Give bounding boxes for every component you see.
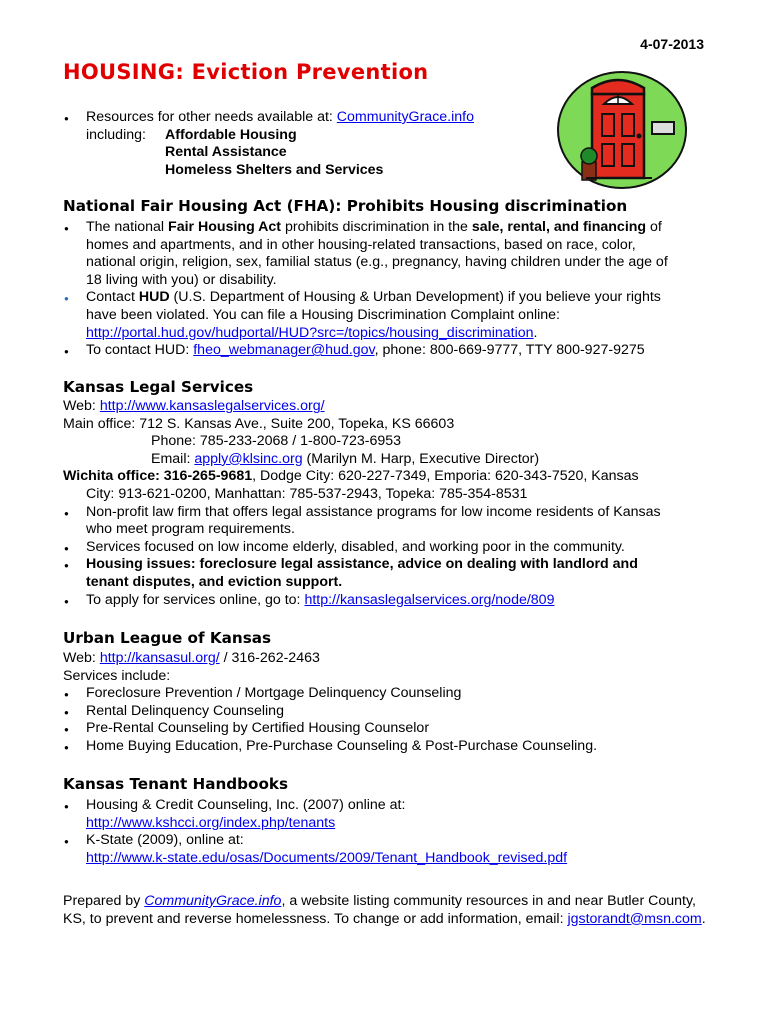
list-item: ● Services focused on low income elderly, disabled, and working poor in the community. <box>63 539 709 557</box>
kstate-handbook-link[interactable]: http://www.k-state.edu/osas/Documents/2009/Tenant_Handbook_revised.pdf <box>86 849 568 866</box>
list-item: ● Housing & Credit Counseling, Inc. (2007) online at: http://www.kshcci.org/index.php/tenants <box>63 797 709 832</box>
list-item: ● Rental Delinquency Counseling <box>63 703 709 721</box>
footer-communitygrace-link[interactable]: CommunityGrace.info <box>144 893 282 909</box>
ulk-web-link[interactable]: http://kansasul.org/ <box>99 650 220 666</box>
kls-apply-link[interactable]: http://kansaslegalservices.org/node/809 <box>304 591 555 608</box>
footer-email-link[interactable]: jgstorandt@msn.com <box>567 910 702 927</box>
list-item: ● Resources for other needs available at: CommunityGrace.info including: <box>63 109 709 144</box>
list-item: ● Pre-Rental Counseling by Certified Housing Counselor <box>63 720 709 738</box>
list-item: ● The national Fair Housing Act prohibits discrimination in the sale, rental, and financing of homes and apartments, and in other housing-related transactions, based on race, color, national origin, religion, sex, familial status (e.g., pregnancy, having children under the age of 18 living with you) or disability. <box>63 219 709 289</box>
kth-section <box>63 797 709 867</box>
kth-heading: Kansas Tenant Handbooks <box>63 775 289 793</box>
ulk-heading: Urban League of Kansas <box>63 629 272 647</box>
kls-section: Web: http://www.kansaslegalservices.org/ Main office: 712 S. Kansas Ave., Suite 200, Topeka, KS 66603 Phone: 785-233-2068 / 1-800-723-6953 Email: apply@klsinc.org (Marilyn M. Harp, Executive Director) Wichita office: 316-265-9681, Dodge City: 620-227-7349, Emporia: 620-343-7520, Kansas City: 913-621-0200, Manhattan: 785-537-2943, Topeka: 785-354-8531 ● Non-profit law firm that offers legal assistance programs for low income residents of Kansas who meet program requirements. ● Services focused on low income elderly, disabled, and working poor in the community. ● Housing issues: foreclosure legal assistance, advice on dealing with landlord and tenant disputes, and eviction support. ● To apply for services online, go to: http://kansaslegalservices.org/node/809 <box>63 398 709 609</box>
fha-heading: National Fair Housing Act (FHA): Prohibits Housing discrimination <box>63 197 628 215</box>
list-item: ● Home Buying Education, Pre-Purchase Counseling & Post-Purchase Counseling. <box>63 738 709 756</box>
fha-section <box>63 219 709 360</box>
kshcci-link[interactable]: http://www.kshcci.org/index.php/tenants <box>86 814 336 831</box>
communitygrace-link[interactable]: CommunityGrace.info <box>336 109 474 125</box>
list-item: ● K-State (2009), online at: http://www.k-state.edu/osas/Documents/2009/Tenant_Handbook_revised.pdf <box>63 832 709 867</box>
kls-heading: Kansas Legal Services <box>63 378 254 396</box>
list-item: ● To contact HUD: fheo_webmanager@hud.gov, phone: 800-669-9777, TTY 800-927-9275 <box>63 342 709 360</box>
list-item: ● Contact HUD (U.S. Department of Housing & Urban Development) if you believe your rights have been violated. You can file a Housing Discrimination Complaint online: http://portal.hud.gov/hudportal/HUD?src=/topics/housing_discrimination. <box>63 289 709 342</box>
kls-email-link[interactable]: apply@klsinc.org <box>194 450 303 467</box>
intro-item: Affordable Housing <box>165 126 297 143</box>
hud-email-link[interactable]: fheo_webmanager@hud.gov <box>193 342 375 359</box>
hud-complaint-link[interactable]: http://portal.hud.gov/hudportal/HUD?src=/topics/housing_discrimination <box>86 324 534 341</box>
list-item: ● Non-profit law firm that offers legal assistance programs for low income residents of Kansas who meet program requirements. <box>63 504 709 539</box>
intro-item: Homeless Shelters and Services <box>165 161 384 178</box>
ulk-section: Web: http://kansasul.org/ / 316-262-2463 Services include: ● Foreclosure Prevention / Mortgage Delinquency Counseling ● Rental Delinquency Counseling ● Pre-Rental Counseling by Certified Housing Counselor ● Home Buying Education, Pre-Purchase Counseling & Post-Purchase Counseling. <box>63 650 709 756</box>
list-item: ● Housing issues: foreclosure legal assistance, advice on dealing with landlord and tenant disputes, and eviction support. <box>63 556 709 591</box>
intro-item: Rental Assistance <box>165 144 287 161</box>
page-title: HOUSING: Eviction Prevention <box>63 60 429 84</box>
document-date: 4-07-2013 <box>640 36 704 52</box>
intro-section <box>63 109 709 178</box>
list-item: ● Foreclosure Prevention / Mortgage Delinquency Counseling <box>63 685 709 703</box>
list-item: ● To apply for services online, go to: http://kansaslegalservices.org/node/809 <box>63 592 709 610</box>
footer-note: Prepared by CommunityGrace.info, a website listing community resources in and near Butler County, KS, to prevent and reverse homelessness. To change or add information, email: jgstorandt@msn.com. <box>63 893 706 927</box>
kls-web-link[interactable]: http://www.kansaslegalservices.org/ <box>99 398 325 414</box>
